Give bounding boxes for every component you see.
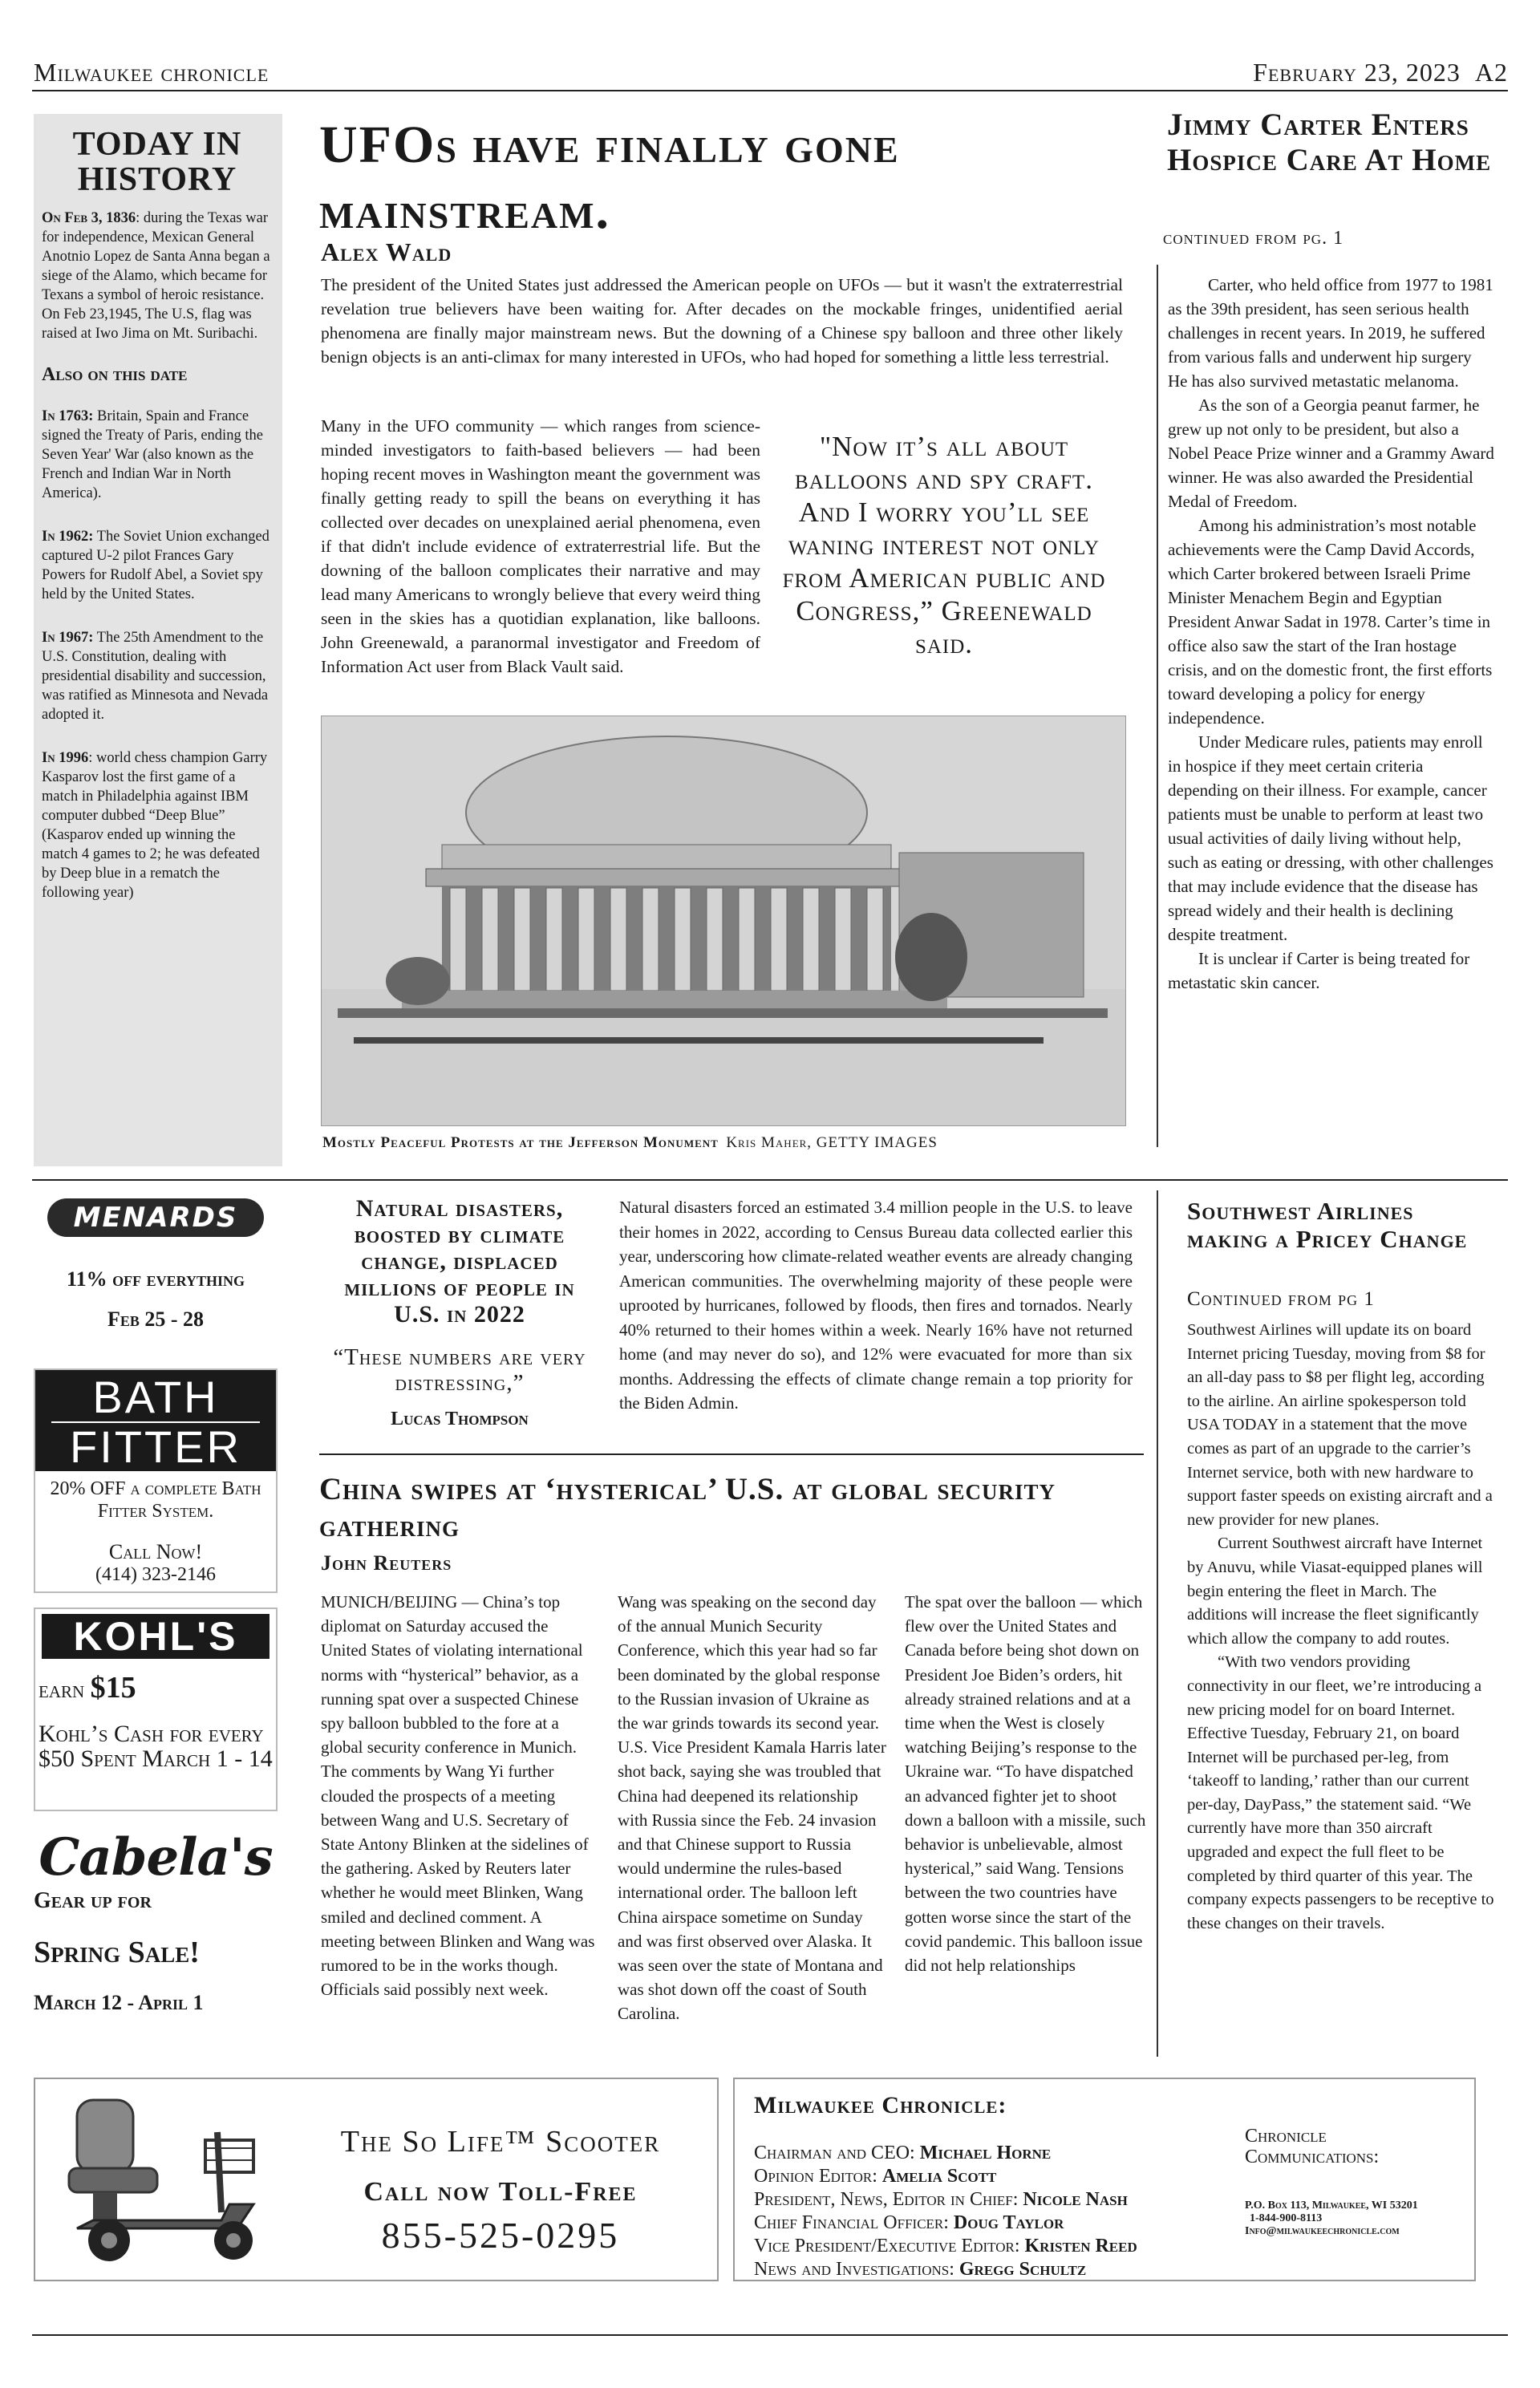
staff-row: Opinion Editor: Amelia Scott — [754, 2166, 997, 2187]
carter-paragraph: Under Medicare rules, patients may enroll in hospice if they meet certain criteria depending on their illness. For example, cancer patients must be unable to perform at least two usual activities of daily living without help, such as eating or dressing, with other challenges that may include evidence that the disease has spread widely and their health is declining despite treatment. — [1168, 732, 1493, 944]
ufo-lead: The president of the United States just addressed the American people on UFOs — but it wasn't the extraterrestrial revelation true believers have been waiting for. After decades on the mockable fringes, unidentified aerial phenomena are finally major mainstream news. But the downing of a Chinese spy balloon and three other likely benign objects is an anti-climax for many interested in UFOs, who had hoped for something a little less terrestrial. — [321, 275, 1123, 367]
history-intro — [42, 209, 273, 343]
cabelas-dates: March 12 - April 1 — [34, 1991, 204, 2014]
masthead-date: February 23, 2023 — [1253, 58, 1461, 87]
disasters-quote: “These numbers are very distressing,” — [333, 1344, 586, 1396]
masthead-dateline — [1253, 58, 1508, 87]
scooter-title: The So Life™ Scooter — [340, 2125, 661, 2159]
history-intro-text: : during the Texas war for independence, Mexican General Anotnio Lopez de Santa Anna began a siege of the Alamo, which became for Texans a symbol of heroic resistance. On Feb 23,1945, The U.S, flag was raised at Iwo Jima on Mt. Suribachi. — [42, 210, 270, 342]
kohls-ad[interactable] — [34, 1608, 278, 1811]
comm-contact — [1245, 2199, 1469, 2238]
disasters-headline: Natural disasters, boosted by climate change, displaced millions of people in U.S. in 2022 — [344, 1195, 575, 1328]
history-intro-date: On Feb 3, 1836 — [42, 210, 136, 226]
ufo-headline: UFOs have finally gone mainstream. — [319, 116, 900, 240]
menards-ad[interactable] — [34, 1195, 278, 1356]
jefferson-memorial-drawing — [322, 716, 1126, 1126]
carter-column-rule — [1157, 265, 1158, 1147]
bathfitter-ad[interactable] — [34, 1368, 278, 1593]
ufo-byline: Alex Wald — [321, 237, 452, 266]
ufo-caption — [322, 1134, 938, 1152]
menards-offer: 11% off everything — [67, 1267, 245, 1291]
carter-paragraph: Among his administration’s most notable achievements were the Camp David Accords, which Carter brokered between Israeli Prime Minister Menachem Begin and Egyptian President Anwar Sadat in 1978. Carter’s time in office also saw the start of the Iran hostage crisis, and on the domestic front, the first efforts toward developing a policy for energy independence. — [1168, 516, 1493, 728]
cabelas-line1: Gear up for — [34, 1888, 152, 1913]
disasters-body: Natural disasters forced an estimated 3.4 million people in the U.S. to leave their homes in 2022, according to Census Bureau data collected earlier this year, underscoring how climate-related weather events are already changing American communities. The overwhelming majority of these people were uprooted by hurricanes, followed by floods, then fires and tornados. Nearly 40% returned to their homes within a week. Nearly 16% have not returned home (and may never do so), and 12% were evacuated for more than six months. Addressing the effects of climate change remain a top priority for the Biden Admin. — [619, 1198, 1133, 1413]
china-headline: China swipes at ‘hysterical’ U.S. at global security gathering — [319, 1472, 1056, 1543]
staff-row: President, News, Editor in Chief: Nicole Nash — [754, 2189, 1128, 2210]
masthead-rule — [32, 90, 1508, 91]
history-item: In 1763: Britain, Spain and France signed the Treaty of Paris, ending the Seven Year' War (also known as the French and Indian War in North America). — [42, 408, 263, 501]
scooter-icon — [45, 2092, 286, 2268]
comm-title: Chronicle Communications: — [1245, 2126, 1380, 2167]
ufo-body: Many in the UFO community — which ranges from science-minded investigators to faith-based believers — had been hoping recent moves in Washington meant the government was finally getting ready to spill the beans on everything it has collected over decades on unexplained aerial phenomena, even if that didn't include evidence of extraterrestrial life. But the downing of the balloon complicates their narrative and may lead many Americans to wrongly believe that every weird thing seen in the skies has a quotidian explanation, like balloons. John Greenewald, a paranormal investigator and Freedom of Information Act user from Black Vault said. — [321, 416, 760, 676]
carter-paragraph: Carter, who held office from 1977 to 1981 as the 39th president, has seen serious health challenges in recent years. In 2019, he suffered from various falls and underwent hip surgery He has also survived metastatic melanoma. — [1168, 275, 1493, 391]
comm-email[interactable]: Info@milwaukeechronicle.com — [1245, 2225, 1400, 2237]
bathfitter-logo-line1: BATH — [92, 1372, 219, 1422]
scooter-cta: Call now Toll-Free — [363, 2177, 638, 2207]
menards-dates: Feb 25 - 28 — [107, 1308, 205, 1331]
menards-logo: MENARDS — [47, 1198, 264, 1237]
history-subheading: Also on this date — [42, 364, 188, 385]
kohls-earn — [38, 1670, 276, 1705]
southwest-body — [1187, 1319, 1495, 1936]
carter-continued: continued from pg. 1 — [1163, 228, 1344, 249]
southwest-paragraph: Southwest Airlines will update its on board Internet pricing Tuesday, moving from $8 for an all-day pass to $8 per flight leg, according to the airline. An airline spokesperson told USA TODAY in a statement that the move comes as part of an upgrade to the carrier’s Internet service, both with new hardware to support faster speeds on existing aircraft and a new provider for new planes. — [1187, 1321, 1493, 1529]
comm-phone: 1-844-900-8113 — [1250, 2212, 1323, 2224]
southwest-column-rule — [1157, 1190, 1158, 2057]
staff-box — [733, 2078, 1476, 2281]
masthead-paper-name: Milwaukee chronicle — [34, 58, 270, 87]
bathfitter-logo-line2: FITTER — [51, 1421, 260, 1471]
staff-list — [754, 2142, 1267, 2281]
china-column-1: MUNICH/BEIJING — China’s top diplomat on Saturday accused the United States of violating international norms with “hysterical” behavior, as a running spat over a suspected Chinese spy balloon bubbled to the fore at a global security conference in Munich. The comments by Wang Yi further clouded the prospects of a meeting between Wang and U.S. Secretary of State Antony Blinken at the sidelines of the gathering. Asked by Reuters later whether he would meet Blinken, Wang smiled and declined comment. A meeting between Blinken and Wang was rumored to be in the works though. Officials said possibly next week. — [321, 1592, 595, 2000]
carter-headline: Jimmy Carter Enters Hospice Care At Home — [1167, 107, 1492, 177]
china-column-2: Wang was speaking on the second day of the annual Munich Security Conference, which this year had so far been dominated by the global response to the Russian invasion of Ukraine as the war grinds towards its second year. U.S. Vice President Kamala Harris later shot back, saying she was troubled that China had deepened its relationship with Russia since the Feb. 24 invasion and that Chinese support to Russia would undermine the rules-based international order. The balloon left China airspace sometime on Sunday and was first observed over Alaska. It was seen over the state of Montana and was shot down off the coast of South Carolina. — [618, 1592, 886, 2024]
staff-row: Chairman and CEO: Michael Horne — [754, 2143, 1052, 2163]
southwest-paragraph: “With two vendors providing connectivity in our fleet, we’re introducing a new pricing model for on board Internet. Effective Tuesday, February 21, on board Internet will be purchased per-leg, from ‘takeoff to landing,’ rather than our current per-day, DayPass,” the statement said. “We currently have more than 350 aircraft upgraded and expect the full fleet to be completed by third quarter of this year. The company expects passengers to be receptive to these changes on their travels. — [1187, 1653, 1494, 1932]
cabelas-logo: Cabela's — [38, 1827, 273, 1887]
section-rule — [32, 1179, 1508, 1181]
carter-paragraph: It is unclear if Carter is being treated for metastatic skin cancer. — [1168, 949, 1470, 992]
history-item: In 1996: world chess champion Garry Kasparov lost the first game of a match in Philadelphia against IBM computer dubbed “Deep Blue” (Kasparov ended up winning the match 4 games to 2; he was defeated by Deep blue in a rematch the following year) — [42, 750, 268, 901]
southwest-continued: Continued from pg 1 — [1187, 1288, 1375, 1310]
kohls-earn-label: earn — [38, 1676, 85, 1703]
ufo-caption-credit: Kris Maher, GETTY IMAGES — [726, 1134, 938, 1151]
disasters-quote-attribution: Lucas Thompson — [391, 1409, 529, 1429]
kohls-logo: KOHL'S — [42, 1614, 270, 1659]
jefferson-memorial-image — [321, 716, 1126, 1126]
masthead-page: A2 — [1474, 58, 1508, 87]
comm-address: P.O. Box 113, Milwaukee, WI 53201 — [1245, 2199, 1418, 2212]
staff-title: Milwaukee Chronicle: — [754, 2092, 1007, 2118]
bathfitter-cta: Call Now! — [108, 1540, 203, 1563]
carter-body — [1168, 273, 1495, 995]
history-title: TODAY IN HISTORY — [72, 126, 242, 198]
staff-row: Vice President/Executive Editor: Kristen Reed — [754, 2236, 1137, 2256]
history-sidebar — [34, 114, 282, 1166]
bathfitter-phone: (414) 323-2146 — [95, 1564, 216, 1585]
staff-row: News and Investigations: Gregg Schultz — [754, 2259, 1087, 2280]
disasters-rule — [319, 1453, 1144, 1455]
scooter-phone: 855-525-0295 — [381, 2215, 620, 2256]
footer-rule — [32, 2334, 1508, 2336]
kohls-amount: $15 — [90, 1671, 136, 1705]
history-item: In 1967: The 25th Amendment to the U.S. Constitution, dealing with presidential disability and succession, was ratified as Minnesota and Nevada adopted it. — [42, 630, 269, 723]
cabelas-line2: Spring Sale! — [34, 1936, 200, 1969]
staff-row: Chief Financial Officer: Doug Taylor — [754, 2212, 1064, 2233]
bathfitter-logo — [35, 1370, 276, 1471]
ufo-caption-title: Mostly Peaceful Protests at the Jefferson Monument — [322, 1134, 719, 1151]
ufo-pull-quote: "Now it’s all about balloons and spy craft. And I worry you’ll see waning interest not only from American public and Congress,” Greenewald said. — [782, 431, 1106, 659]
kohls-terms: Kohl’s Cash for every $50 Spent March 1 - 14 — [38, 1721, 273, 1772]
southwest-paragraph: Current Southwest aircraft have Internet by Anuvu, while Viasat-equipped planes will begin entering the fleet in March. The additions will increase the fleet significantly which allow the company to add routes. — [1187, 1535, 1483, 1648]
bathfitter-offer: 20% OFF a complete Bath Fitter System. — [50, 1478, 261, 1522]
carter-paragraph: As the son of a Georgia peanut farmer, he grew up not only to be president, but also a Nobel Peace Prize winner and a Grammy Award winner. He was also awarded the Presidential Medal of Freedom. — [1168, 395, 1494, 511]
china-byline: John Reuters — [321, 1551, 452, 1575]
southwest-headline: Southwest Airlines making a Pricey Change — [1187, 1197, 1468, 1253]
history-item: In 1962: The Soviet Union exchanged captured U-2 pilot Frances Gary Powers for Rudolf Abel, a Soviet spy held by the United States. — [42, 529, 270, 602]
scooter-ad[interactable] — [34, 2078, 719, 2281]
cabelas-ad[interactable] — [34, 1829, 278, 2045]
china-column-3: The spat over the balloon — which flew over the United States and Canada before being shot down on President Joe Biden’s orders, hit already strained relations and at a time when the West is closely watching Beijing’s response to the Ukraine war. “To have dispatched an advanced fighter jet to shoot down a balloon with a missile, such behavior is unbelievable, almost hysterical,” said Wang. Tensions between the two countries have gotten worse since the start of the covid pandemic. This balloon issue did not help relationships — [905, 1592, 1146, 1976]
